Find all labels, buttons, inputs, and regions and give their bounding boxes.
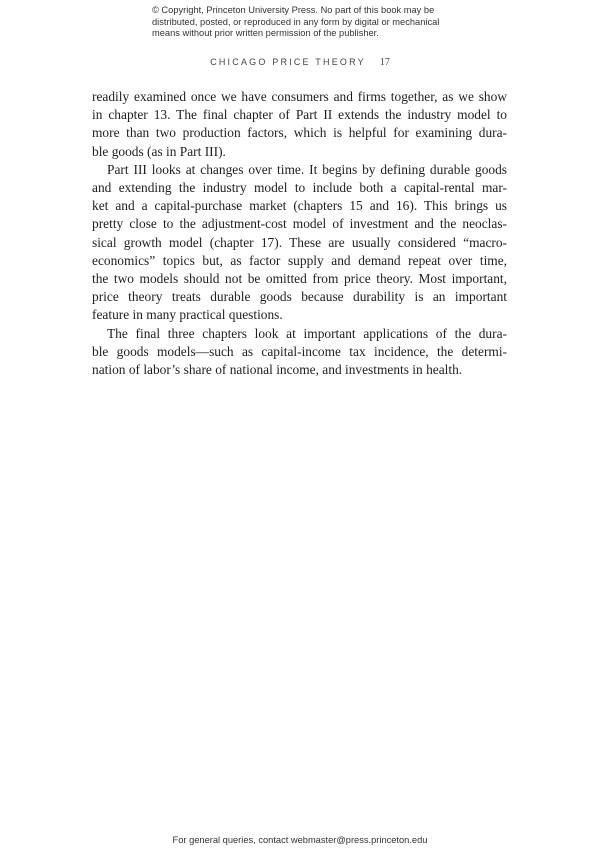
text-line: the two models should not be omitted from price theory. Most important, (92, 271, 507, 287)
text-line: pretty close to the adjustment-cost model of investment and the neoclas- (92, 216, 507, 232)
copyright-line: distributed, posted, or reproduced in any form by digital or mechanical (152, 16, 440, 27)
copyright-notice (152, 5, 472, 40)
text-line: economics” topics but, as factor supply and demand repeat over time, (92, 252, 507, 268)
text-line: price theory treats durable goods because durability is an important (92, 289, 507, 305)
text-line: readily examined once we have consumers and firms together, as we show (92, 89, 507, 104)
text-line: feature in many practical questions. (92, 307, 283, 323)
text-line: and extending the industry model to include both a capital-rental mar- (92, 180, 507, 196)
running-head (0, 57, 600, 68)
paragraph (92, 88, 507, 161)
footer-contact: For general queries, contact webmaster@press.princeton.edu (172, 835, 428, 845)
text-line: in chapter 13. The final chapter of Part II extends the industry model to (92, 107, 507, 123)
copyright-line: © Copyright, Princeton University Press. No part of this book may be (152, 5, 435, 15)
text-line: The final three chapters look at important applications of the dura- (107, 325, 507, 341)
body-text (92, 88, 507, 379)
text-line: nation of labor’s share of national income, and investments in health. (92, 362, 463, 378)
text-line: more than two production factors, which is helpful for examining dura- (92, 125, 507, 141)
text-line: ble goods (as in Part III). (92, 143, 226, 159)
copyright-line: means without prior written permission of the publisher. (152, 28, 379, 38)
text-line: sical growth model (chapter 17). These are usually considered “macro- (92, 234, 507, 250)
paragraph (92, 161, 507, 325)
text-line: ble goods models—such as capital-income tax incidence, the determi- (92, 343, 507, 359)
text-line: Part III looks at changes over time. It begins by defining durable goods (107, 161, 507, 177)
page-number: 17 (379, 57, 390, 68)
running-head-title: CHICAGO PRICE THEORY (210, 57, 366, 67)
text-line: ket and a capital-purchase market (chapters 15 and 16). This brings us (92, 198, 507, 214)
paragraph (92, 325, 507, 380)
